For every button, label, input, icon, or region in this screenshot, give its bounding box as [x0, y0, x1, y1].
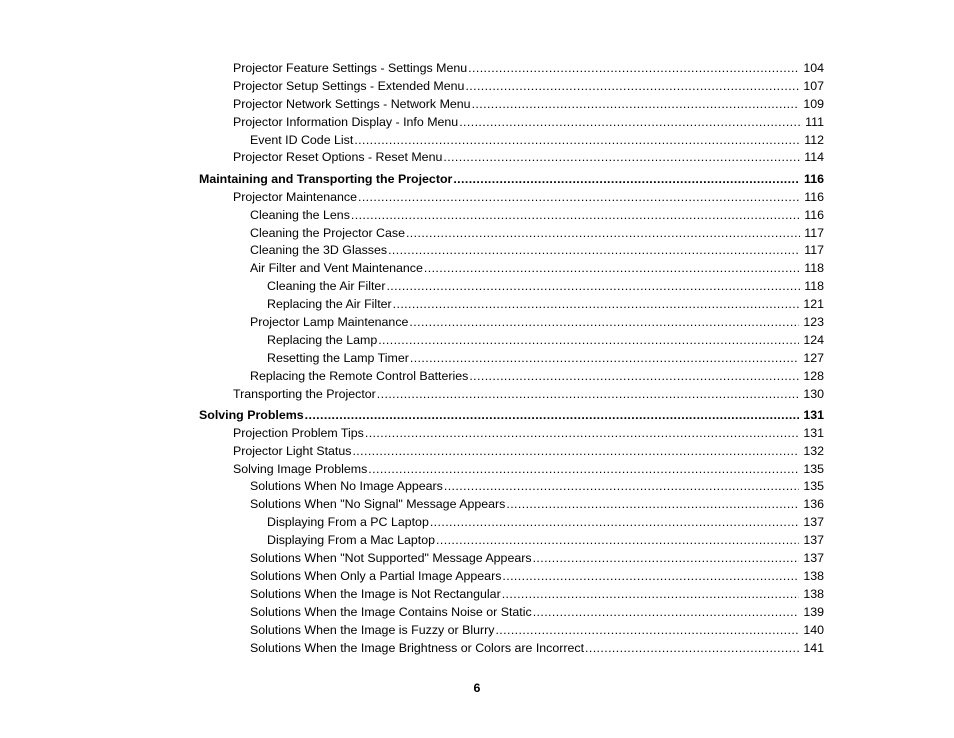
toc-entry-title[interactable]: Projector Maintenance [233, 189, 357, 204]
toc-entry-title[interactable]: Projector Setup Settings - Extended Menu [233, 78, 465, 93]
toc-entry-title[interactable]: Solutions When "Not Supported" Message Appears [250, 551, 532, 566]
dot-leader [406, 225, 800, 243]
toc-entry[interactable] [0, 425, 824, 443]
toc-entry[interactable] [0, 496, 824, 514]
toc-entry[interactable] [0, 314, 824, 332]
toc-entry-title[interactable]: Event ID Code List [250, 132, 354, 147]
toc-entry[interactable] [0, 622, 824, 640]
toc-entry-title[interactable]: Replacing the Lamp [267, 332, 378, 347]
toc-entry-title[interactable]: Resetting the Lamp Timer [267, 350, 409, 365]
toc-entry-page[interactable]: 114 [804, 150, 824, 165]
dot-leader [424, 260, 800, 278]
dot-leader [444, 478, 799, 496]
toc-entry[interactable] [0, 350, 824, 368]
dot-leader [533, 604, 800, 622]
toc-entry-page[interactable]: 117 [804, 243, 824, 258]
dot-leader [305, 407, 800, 425]
toc-entry-title[interactable]: Displaying From a PC Laptop [267, 515, 429, 530]
toc-entry-page[interactable]: 104 [803, 61, 824, 75]
toc-entry-title[interactable]: Projector Feature Settings - Settings Menu [233, 61, 468, 75]
toc-entry-page[interactable]: 111 [805, 114, 824, 129]
toc-entry[interactable] [0, 386, 824, 404]
toc-entry[interactable] [0, 461, 824, 479]
toc-entry[interactable] [0, 207, 824, 225]
toc-entry-title[interactable]: Maintaining and Transporting the Projector [199, 171, 453, 186]
toc-entry-title[interactable]: Projection Problem Tips [233, 425, 364, 440]
toc-entry-title[interactable]: Projector Lamp Maintenance [250, 314, 409, 329]
toc-entry[interactable] [0, 586, 824, 604]
dot-leader [352, 443, 799, 461]
toc-entry-title[interactable]: Solutions When the Image Contains Noise or Static [250, 604, 532, 619]
toc-chapter-entry[interactable] [0, 407, 824, 425]
toc-entry-page[interactable]: 132 [803, 443, 824, 458]
toc-entry[interactable] [0, 189, 824, 207]
toc-entry-title[interactable]: Transporting the Projector [233, 386, 376, 401]
toc-entry[interactable] [0, 60, 824, 78]
toc-entry-page[interactable]: 130 [803, 386, 824, 401]
dot-leader [453, 171, 800, 189]
toc-entry-page[interactable]: 116 [804, 207, 824, 222]
toc-entry[interactable] [0, 568, 824, 586]
toc-entry-title[interactable]: Projector Light Status [233, 443, 352, 458]
toc-entry[interactable] [0, 514, 824, 532]
toc-entry-page[interactable]: 116 [804, 189, 824, 204]
toc-entry-page[interactable]: 137 [803, 515, 824, 530]
dot-leader [459, 114, 801, 132]
toc-entry-page[interactable]: 121 [803, 297, 824, 312]
toc-chapter-entry[interactable] [0, 171, 824, 189]
toc-entry-title[interactable]: Projector Reset Options - Reset Menu [233, 150, 443, 165]
toc-entry-page[interactable]: 138 [803, 586, 824, 601]
toc-entry[interactable] [0, 368, 824, 386]
toc-entry[interactable] [0, 478, 824, 496]
toc-entry[interactable] [0, 278, 824, 296]
toc-entry-page[interactable]: 112 [804, 132, 824, 147]
dot-leader [358, 189, 800, 207]
toc-entry-page[interactable]: 124 [803, 332, 824, 347]
toc-entry-title[interactable]: Cleaning the Lens [250, 207, 350, 222]
toc-entry-page[interactable]: 117 [804, 225, 824, 240]
toc-entry-title[interactable]: Projector Information Display - Info Menu [233, 114, 459, 129]
toc-entry[interactable] [0, 604, 824, 622]
toc-entry[interactable] [0, 640, 824, 658]
toc-entry-title[interactable]: Replacing the Remote Control Batteries [250, 368, 469, 383]
toc-entry[interactable] [0, 78, 824, 96]
toc-entry-title[interactable]: Solving Problems [199, 407, 304, 422]
toc-entry-title[interactable]: Projector Network Settings - Network Menu [233, 96, 471, 111]
dot-leader [410, 350, 799, 368]
toc-entry-page[interactable]: 135 [803, 479, 824, 494]
toc-entry-page[interactable]: 137 [803, 533, 824, 548]
dot-leader [502, 586, 800, 604]
toc-entry-title[interactable]: Solutions When the Image is Not Rectangular [250, 586, 501, 601]
toc-entry-page[interactable]: 135 [803, 461, 824, 476]
toc-entry[interactable] [0, 332, 824, 350]
toc-entry[interactable] [0, 96, 824, 114]
toc-entry-title[interactable]: Solutions When Only a Partial Image Appears [250, 568, 502, 583]
toc-entry[interactable] [0, 296, 824, 314]
toc-entry-page[interactable]: 109 [803, 96, 824, 111]
toc-entry[interactable] [0, 225, 824, 243]
dot-leader [443, 149, 800, 167]
toc-entry-page[interactable]: 131 [803, 425, 824, 440]
toc-entry-page[interactable]: 131 [803, 407, 824, 422]
toc-entry[interactable] [0, 532, 824, 550]
toc-entry-title[interactable]: Solutions When the Image is Fuzzy or Blurry [250, 622, 495, 637]
toc-entry[interactable] [0, 260, 824, 278]
toc-entry-page[interactable]: 107 [803, 78, 824, 93]
dot-leader [585, 640, 799, 658]
page-number: 6 [473, 681, 481, 695]
toc-entry-page[interactable]: 128 [803, 368, 824, 383]
toc-entry-page[interactable]: 116 [804, 171, 824, 186]
toc-entry-title[interactable]: Cleaning the 3D Glasses [250, 243, 388, 258]
dot-leader [354, 132, 800, 150]
dot-leader [430, 514, 799, 532]
dot-leader [533, 550, 800, 568]
toc-entry-title[interactable]: Air Filter and Vent Maintenance [250, 261, 423, 276]
dot-leader [465, 78, 799, 96]
toc-entry-page[interactable]: 118 [804, 261, 824, 276]
toc-entry-page[interactable]: 140 [803, 622, 824, 637]
toc-entry-title[interactable]: Displaying From a Mac Laptop [267, 533, 436, 548]
dot-leader [502, 568, 799, 586]
dot-leader [436, 532, 799, 550]
toc-entry-title[interactable]: Replacing the Air Filter [267, 297, 392, 312]
toc-entry-page[interactable]: 138 [803, 568, 824, 583]
toc-entry-page[interactable]: 137 [803, 551, 824, 566]
toc-entry-title[interactable]: Solutions When No Image Appears [250, 479, 443, 494]
dot-leader [495, 622, 799, 640]
dot-leader [409, 314, 799, 332]
dot-leader [365, 425, 799, 443]
toc-entry-page[interactable]: 118 [804, 279, 824, 294]
dot-leader [469, 368, 799, 386]
toc-entry-title[interactable]: Solutions When the Image Brightness or Colors are Incorrect [250, 640, 585, 655]
dot-leader [393, 296, 800, 314]
dot-leader [368, 461, 799, 479]
dot-leader [472, 96, 800, 114]
toc-entry-page[interactable]: 136 [803, 497, 824, 512]
dot-leader [351, 207, 800, 225]
toc-entry-page[interactable]: 139 [803, 604, 824, 619]
toc-entry-page[interactable]: 127 [803, 350, 824, 365]
toc-entry[interactable] [0, 149, 824, 167]
toc-entry[interactable] [0, 550, 824, 568]
toc-entry[interactable] [0, 242, 824, 260]
toc-entry-title[interactable]: Cleaning the Projector Case [250, 225, 405, 240]
toc-entry[interactable] [0, 114, 824, 132]
dot-leader [377, 386, 800, 404]
toc-entry-page[interactable]: 141 [803, 640, 824, 655]
toc-entry[interactable] [0, 443, 824, 461]
dot-leader [506, 496, 799, 514]
toc-entry[interactable] [0, 132, 824, 150]
dot-leader [378, 332, 799, 350]
table-of-contents [0, 60, 954, 657]
toc-entry-title[interactable]: Cleaning the Air Filter [267, 279, 386, 294]
toc-entry-title[interactable]: Solving Image Problems [233, 461, 368, 476]
toc-entry-page[interactable]: 123 [803, 314, 824, 329]
dot-leader [388, 242, 800, 260]
toc-entry-title[interactable]: Solutions When "No Signal" Message Appears [250, 497, 506, 512]
dot-leader [386, 278, 800, 296]
dot-leader [468, 60, 799, 78]
